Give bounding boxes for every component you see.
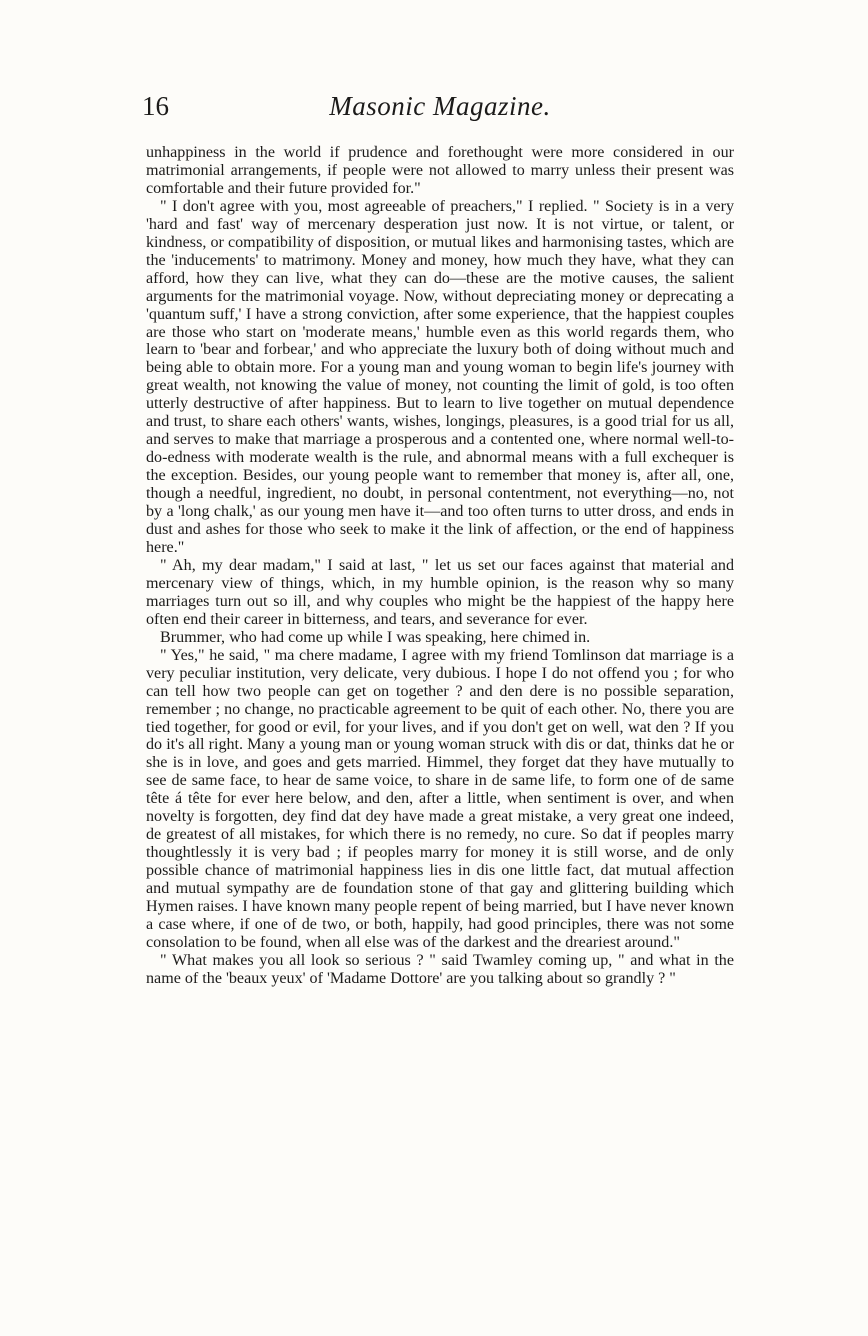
paragraph: unhappiness in the world if prudence and forethought were more considered in our matrimonial arrangements, if people were not allowed to marry unless their present was comfortable and their future provided for." (146, 144, 734, 197)
page-number: 16 (142, 91, 169, 121)
paragraph: " Ah, my dear madam," I said at last, " let us set our faces against that material and mercenary view of things, which, in my humble opinion, is the reason why so many marriages turn out so ill, and why couples who might be the happiest of the happy here often end their career in bitterness, and tears, and severance for ever. (146, 556, 734, 628)
paragraph: Brummer, who had come up while I was speaking, here chimed in. (160, 628, 591, 646)
body-text (146, 144, 734, 988)
running-title: Masonic Magazine. (329, 91, 551, 121)
paragraph: " I don't agree with you, most agreeable of preachers," I replied. " Society is in a very 'hard and fast' way of mercenary desperation just now. It is not virtue, or talent, or kindness, or compatibility of disposition, or mutual likes and harmonising tastes, which are the 'inducements' to matrimony. Money and money, how much they have, what they can afford, how they can live, what they can do—these are the motive causes, the salient arguments for the matrimonial voyage. Now, without depreciating money or deprecating a 'quantum suff,' I have a strong conviction, after some experience, that the happiest couples are those who start on 'moderate means,' humble even as this world regards them, who learn to 'bear and forbear,' and who appreciate the luxury both of doing without much and being able to obtain more. For a young man and young woman to begin life's journey with great wealth, not knowing the value of money, not counting the limit of gold, is too often utterly destructive of after happiness. But to learn to live together on mutual dependence and trust, to share each others' wants, wishes, longings, pleasures, is a good trial for us all, and serves to make that marriage a prosperous and a contented one, where normal well-to-do-edness with moderate wealth is the rule, and abnormal means with a full exchequer is the exception. Besides, our young people want to remember that money is, after all, one, though a needful, ingredient, no doubt, in personal contentment, not everything—no, not by a 'long chalk,' as our young men have it—and too often turns to utter dross, and ends in dust and ashes for those who seek to make it the link of affection, or the end of happiness here." (146, 197, 734, 556)
paragraph: " Yes," he said, " ma chere madame, I agree with my friend Tomlinson dat marriage is a very peculiar institution, very delicate, very dubious. I hope I do not offend you ; for who can tell how two people can get on together ? and den dere is no possible separation, remember ; no change, no practicable agreement to be quit of each other. No, there you are tied together, for good or evil, for your lives, and if you don't get on well, wat den ? If you do it's all right. Many a young man or young woman struck with dis or dat, thinks dat he or she is in love, and goes and gets married. Himmel, they forget dat they have mutually to see de same face, to hear de same voice, to share in de same life, to form one of de same tête á tête for ever here below, and den, after a little, when sentiment is over, and when novelty is forgotten, dey find dat dey have made a great mistake, a very great one indeed, de greatest of all mistakes, for which there is no remedy, no cure. So dat if peoples marry thoughtlessly it is very bad ; if peoples marry for money it is still worse, and de only possible chance of matrimonial happiness lies in dis one little fact, dat mutual affection and mutual sympathy are de foundation stone of that gay and glittering building which Hymen raises. I have known many people repent of being married, but I have never known a case where, if one of de two, or both, happily, had good principles, there was not some consolation to be found, when all else was of the darkest and the dreariest around." (146, 646, 734, 951)
paragraph: " What makes you all look so serious ? " said Twamley coming up, " and what in the name of the 'beaux yeux' of 'Madame Dottore' are you talking about so grandly ? " (146, 951, 734, 987)
page-header (142, 86, 738, 126)
